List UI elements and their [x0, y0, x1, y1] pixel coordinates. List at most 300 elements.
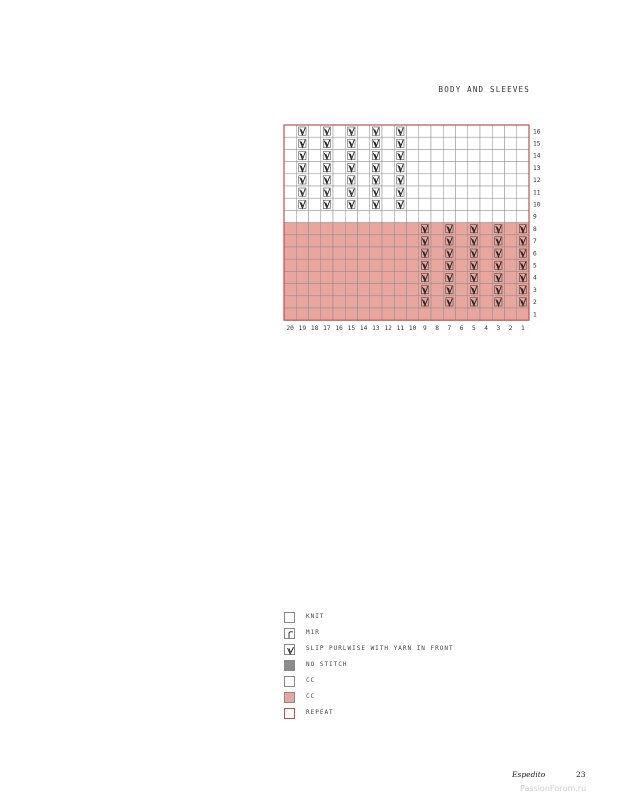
chart-cell: [309, 125, 321, 137]
chart-cell: [345, 308, 357, 320]
column-label: 12: [384, 325, 392, 333]
chart-cell: [394, 247, 406, 259]
column-label: 14: [359, 325, 368, 333]
chart-cell: [443, 137, 455, 149]
row-label: 15: [533, 140, 541, 148]
chart-cell: [345, 284, 357, 296]
chart-cell: [296, 223, 308, 235]
chart-cell: [394, 296, 406, 308]
column-label: 1: [521, 325, 525, 333]
chart-cell: [296, 247, 308, 259]
chart-cell: [431, 308, 443, 320]
chart-cell: [358, 235, 370, 247]
chart-cell: [284, 198, 296, 210]
chart-cell: [358, 284, 370, 296]
watermark: PassionForum.ru: [520, 784, 587, 793]
chart-cell: [443, 125, 455, 137]
column-label: 20: [286, 325, 294, 333]
chart-cell: [505, 162, 517, 174]
chart-cell: [333, 162, 345, 174]
chart-cell: [505, 198, 517, 210]
chart-cell: [480, 174, 492, 186]
chart-cell: [358, 247, 370, 259]
chart-cell: [431, 186, 443, 198]
row-label: 12: [533, 177, 541, 185]
chart-cell: [480, 162, 492, 174]
row-label: 3: [533, 286, 537, 294]
row-label: 7: [533, 238, 537, 246]
chart-cell: [517, 210, 529, 222]
chart-cell: [505, 186, 517, 198]
chart-cell: [382, 174, 394, 186]
gray-square-icon: [284, 660, 295, 671]
chart-cell: [505, 271, 517, 283]
chart-cell: [370, 223, 382, 235]
chart-cell: [480, 235, 492, 247]
chart-cell: [492, 162, 504, 174]
chart-cell: [492, 308, 504, 320]
chart-cell: [296, 210, 308, 222]
footer-title: Espedito: [512, 770, 546, 779]
chart-cell: [517, 198, 529, 210]
chart-cell: [358, 137, 370, 149]
chart-cell: [345, 296, 357, 308]
chart-cell: [431, 271, 443, 283]
chart-cell: [456, 210, 468, 222]
chart-cell: [284, 174, 296, 186]
column-label: 4: [484, 325, 488, 333]
chart-cell: [407, 162, 419, 174]
chart-cell: [480, 259, 492, 271]
chart-cell: [296, 284, 308, 296]
chart-cell: [382, 271, 394, 283]
chart-cell: [333, 223, 345, 235]
chart-cell: [370, 271, 382, 283]
chart-cell: [321, 284, 333, 296]
chart-cell: [309, 198, 321, 210]
chart-cell: [382, 210, 394, 222]
chart-cell: [407, 247, 419, 259]
chart-cell: [284, 149, 296, 161]
column-label: 13: [372, 325, 380, 333]
chart-cell: [382, 296, 394, 308]
chart-cell: [443, 162, 455, 174]
chart-cell: [407, 186, 419, 198]
row-label: 8: [533, 225, 537, 233]
chart-cell: [358, 198, 370, 210]
chart-cell: [309, 284, 321, 296]
chart-cell: [284, 125, 296, 137]
chart-cell: [407, 259, 419, 271]
chart-cell: [382, 137, 394, 149]
chart-cell: [468, 210, 480, 222]
chart-cell: [505, 308, 517, 320]
chart-cell: [431, 296, 443, 308]
chart-cell: [419, 210, 431, 222]
legend-label: NO STITCH: [306, 661, 348, 668]
chart-cell: [333, 296, 345, 308]
blank-square-icon: [284, 612, 295, 623]
chart-cell: [468, 198, 480, 210]
chart-cell: [333, 247, 345, 259]
row-label: 10: [533, 201, 541, 209]
chart-cell: [309, 235, 321, 247]
chart-cell: [480, 223, 492, 235]
slip-v-icon: [284, 644, 295, 655]
chart-cell: [505, 210, 517, 222]
chart-cell: [456, 162, 468, 174]
chart-cell: [358, 162, 370, 174]
chart-cell: [284, 247, 296, 259]
chart-cell: [456, 259, 468, 271]
chart-cell: [431, 284, 443, 296]
chart-cell: [296, 271, 308, 283]
chart-cell: [492, 149, 504, 161]
chart-cell: [321, 296, 333, 308]
chart-cell: [505, 259, 517, 271]
chart-cell: [505, 296, 517, 308]
chart-cell: [345, 235, 357, 247]
chart-cell: [345, 210, 357, 222]
chart-cell: [394, 284, 406, 296]
chart-cell: [321, 235, 333, 247]
chart-cell: [517, 162, 529, 174]
column-label: 18: [310, 325, 319, 333]
chart-cell: [505, 223, 517, 235]
chart-cell: [431, 259, 443, 271]
chart-cell: [443, 308, 455, 320]
chart-cell: [284, 186, 296, 198]
row-label: 2: [533, 299, 537, 307]
chart-cell: [431, 247, 443, 259]
chart-cell: [309, 149, 321, 161]
chart-cell: [407, 308, 419, 320]
chart-cell: [382, 259, 394, 271]
column-label: 7: [447, 325, 452, 333]
chart-cell: [492, 186, 504, 198]
column-label: 6: [459, 325, 464, 333]
chart-cell: [284, 271, 296, 283]
chart-cell: [358, 125, 370, 137]
chart-cell: [407, 137, 419, 149]
chart-cell: [468, 149, 480, 161]
chart-cell: [333, 125, 345, 137]
chart-cell: [407, 198, 419, 210]
chart-cell: [407, 284, 419, 296]
row-label: 1: [533, 311, 537, 319]
chart-cell: [456, 308, 468, 320]
column-label: 16: [335, 325, 343, 333]
chart-cell: [431, 125, 443, 137]
chart-cell: [333, 198, 345, 210]
chart-cell: [517, 137, 529, 149]
chart-cell: [419, 137, 431, 149]
chart-cell: [407, 235, 419, 247]
chart-cell: [358, 308, 370, 320]
chart-cell: [431, 235, 443, 247]
chart-cell: [407, 210, 419, 222]
chart-cell: [456, 235, 468, 247]
chart-cell: [407, 271, 419, 283]
row-label: 9: [533, 213, 537, 221]
chart-cell: [431, 223, 443, 235]
chart-cell: [431, 137, 443, 149]
chart-cell: [358, 186, 370, 198]
chart-cell: [443, 174, 455, 186]
column-label: 19: [298, 325, 307, 333]
chart-cell: [382, 247, 394, 259]
chart-cell: [456, 271, 468, 283]
chart-cell: [333, 235, 345, 247]
chart-cell: [382, 162, 394, 174]
chart-cell: [480, 149, 492, 161]
chart-cell: [492, 125, 504, 137]
chart-cell: [419, 198, 431, 210]
chart-cell: [419, 174, 431, 186]
chart-cell: [468, 162, 480, 174]
chart-cell: [333, 186, 345, 198]
chart-cell: [431, 149, 443, 161]
chart-cell: [345, 271, 357, 283]
chart-cell: [309, 296, 321, 308]
chart-cell: [358, 149, 370, 161]
chart-cell: [309, 137, 321, 149]
chart-cell: [517, 149, 529, 161]
chart-cell: [333, 271, 345, 283]
row-label: 4: [533, 274, 537, 282]
chart-cell: [309, 174, 321, 186]
chart-cell: [505, 174, 517, 186]
chart-cell: [394, 235, 406, 247]
chart-cell: [456, 198, 468, 210]
legend-label: SLIP PURLWISE WITH YARN IN FRONT: [306, 645, 454, 652]
chart-cell: [370, 296, 382, 308]
chart-cell: [321, 247, 333, 259]
column-label: 8: [435, 325, 439, 333]
red-outline-square-icon: [284, 708, 295, 719]
chart-cell: [419, 162, 431, 174]
chart-cell: [431, 198, 443, 210]
row-label: 6: [533, 250, 537, 258]
column-label: 10: [408, 325, 417, 333]
chart-cell: [284, 296, 296, 308]
chart-cell: [321, 308, 333, 320]
chart-cell: [382, 198, 394, 210]
chart-cell: [370, 235, 382, 247]
column-label: 11: [396, 325, 405, 333]
chart-cell: [309, 210, 321, 222]
chart-cell: [505, 125, 517, 137]
chart-cell: [370, 210, 382, 222]
chart-cell: [517, 174, 529, 186]
chart-cell: [480, 247, 492, 259]
chart-cell: [480, 271, 492, 283]
chart-cell: [370, 259, 382, 271]
chart-cell: [382, 235, 394, 247]
chart-cell: [419, 125, 431, 137]
chart-cell: [431, 174, 443, 186]
chart-cell: [358, 210, 370, 222]
chart-cell: [321, 259, 333, 271]
chart-cell: [468, 137, 480, 149]
chart-cell: [358, 223, 370, 235]
chart-cell: [492, 210, 504, 222]
pink-square-icon: [284, 692, 295, 703]
chart-cell: [468, 308, 480, 320]
chart-cell: [333, 210, 345, 222]
chart-cell: [456, 223, 468, 235]
legend-label: M1R: [306, 629, 320, 636]
chart-cell: [505, 149, 517, 161]
chart-cell: [480, 137, 492, 149]
chart-cell: [358, 259, 370, 271]
chart-cell: [456, 296, 468, 308]
chart-cell: [407, 149, 419, 161]
chart-cell: [394, 259, 406, 271]
chart-cell: [468, 174, 480, 186]
chart-cell: [358, 174, 370, 186]
chart-cell: [370, 284, 382, 296]
chart-cell: [321, 271, 333, 283]
chart-cell: [284, 223, 296, 235]
chart-cell: [480, 210, 492, 222]
chart-cell: [517, 308, 529, 320]
chart-cell: [284, 210, 296, 222]
page-number: 23: [576, 770, 586, 779]
chart-cell: [309, 186, 321, 198]
chart-cell: [358, 296, 370, 308]
column-label: 15: [347, 325, 356, 333]
chart-cell: [505, 137, 517, 149]
chart-cell: [382, 223, 394, 235]
chart-cell: [382, 186, 394, 198]
chart-cell: [309, 259, 321, 271]
chart-cell: [284, 284, 296, 296]
chart-cell: [394, 223, 406, 235]
row-label: 5: [533, 262, 537, 270]
chart-cell: [309, 162, 321, 174]
chart-cell: [333, 174, 345, 186]
chart-cell: [370, 247, 382, 259]
chart-cell: [284, 162, 296, 174]
chart-cell: [382, 284, 394, 296]
column-label: 5: [472, 325, 476, 333]
chart-cell: [468, 186, 480, 198]
chart-cell: [284, 235, 296, 247]
chart-cell: [296, 259, 308, 271]
chart-cell: [394, 308, 406, 320]
chart-title: BODY AND SLEEVES: [438, 85, 530, 94]
chart-cell: [480, 125, 492, 137]
row-label: 16: [533, 128, 541, 136]
chart-cell: [309, 271, 321, 283]
chart-cell: [456, 149, 468, 161]
legend-label: KNIT: [306, 613, 325, 620]
chart-cell: [345, 223, 357, 235]
chart-cell: [358, 271, 370, 283]
column-label: 17: [323, 325, 331, 333]
chart-cell: [480, 308, 492, 320]
chart-cell: [333, 308, 345, 320]
chart-cell: [419, 308, 431, 320]
chart-cell: [443, 186, 455, 198]
chart-cell: [382, 308, 394, 320]
chart-cell: [456, 247, 468, 259]
chart-cell: [296, 308, 308, 320]
chart-cell: [480, 198, 492, 210]
chart-cell: [456, 186, 468, 198]
knitting-chart: [0, 0, 630, 340]
chart-cell: [492, 174, 504, 186]
chart-cell: [517, 125, 529, 137]
chart-cell: [296, 296, 308, 308]
column-label: 2: [508, 325, 513, 333]
chart-cell: [431, 210, 443, 222]
chart-cell: [309, 308, 321, 320]
chart-cell: [456, 284, 468, 296]
chart-cell: [284, 137, 296, 149]
legend-label: CC: [306, 677, 316, 684]
chart-cell: [443, 210, 455, 222]
chart-cell: [431, 162, 443, 174]
chart-cell: [284, 308, 296, 320]
chart-cell: [456, 125, 468, 137]
chart-cell: [284, 259, 296, 271]
chart-cell: [419, 149, 431, 161]
chart-cell: [394, 210, 406, 222]
chart-cell: [407, 125, 419, 137]
chart-cell: [407, 223, 419, 235]
chart-cell: [345, 259, 357, 271]
chart-cell: [333, 149, 345, 161]
chart-cell: [456, 137, 468, 149]
chart-cell: [382, 125, 394, 137]
chart-cell: [419, 186, 431, 198]
chart-cell: [480, 284, 492, 296]
chart-cell: [480, 296, 492, 308]
chart-cell: [394, 271, 406, 283]
chart-cell: [321, 223, 333, 235]
chart-cell: [443, 198, 455, 210]
chart-cell: [505, 284, 517, 296]
row-label: 11: [533, 189, 541, 197]
row-label: 13: [533, 164, 541, 172]
chart-cell: [443, 149, 455, 161]
column-label: 9: [423, 325, 427, 333]
chart-cell: [382, 149, 394, 161]
chart-cell: [345, 247, 357, 259]
chart-cell: [492, 198, 504, 210]
chart-cell: [505, 235, 517, 247]
chart-cell: [296, 235, 308, 247]
chart-cell: [456, 174, 468, 186]
chart-cell: [505, 247, 517, 259]
chart-cell: [333, 284, 345, 296]
chart-cell: [407, 296, 419, 308]
m1r-icon: [284, 628, 295, 639]
chart-cell: [309, 223, 321, 235]
row-label: 14: [533, 152, 541, 160]
chart-cell: [517, 186, 529, 198]
chart-cell: [468, 125, 480, 137]
chart-cell: [333, 259, 345, 271]
chart-cell: [370, 308, 382, 320]
chart-cell: [480, 186, 492, 198]
chart-cell: [492, 137, 504, 149]
chart-cell: [333, 137, 345, 149]
legend-label: CC: [306, 693, 316, 700]
chart-cell: [321, 210, 333, 222]
